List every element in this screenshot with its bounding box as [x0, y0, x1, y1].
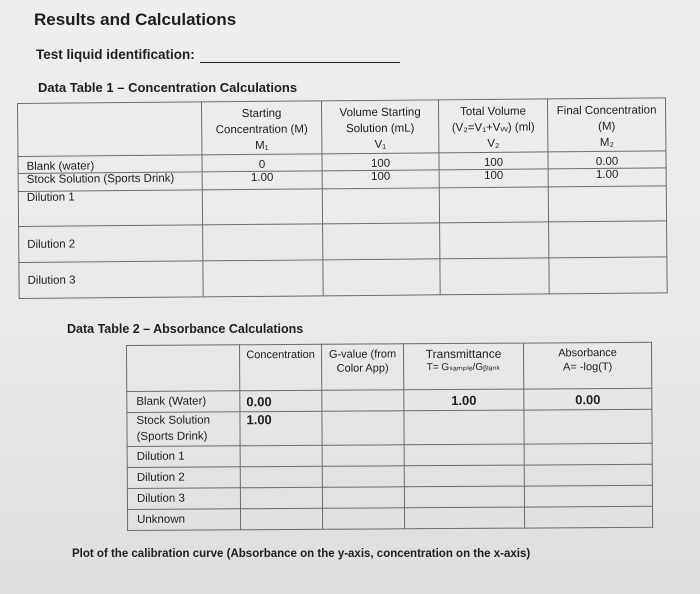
- volume-starting-cell[interactable]: [323, 259, 440, 296]
- volume-starting-cell[interactable]: 100: [322, 170, 439, 189]
- total-volume-cell[interactable]: [440, 258, 549, 295]
- concentration-cell[interactable]: [240, 445, 322, 467]
- concentration-cell[interactable]: [241, 508, 323, 530]
- absorbance-cell[interactable]: [524, 464, 652, 486]
- starting-concentration-cell[interactable]: 0: [202, 154, 322, 172]
- table1-corner-cell: [18, 102, 202, 157]
- final-concentration-cell[interactable]: 0.00: [548, 151, 666, 169]
- table2-heading: Data Table 2 – Absorbance Calculations: [67, 322, 304, 336]
- row-label: Stock Solution (Sports Drink): [127, 412, 240, 447]
- row-label: Dilution 3: [127, 488, 240, 510]
- g-value-cell[interactable]: [322, 390, 404, 412]
- table2-col-header: Absorbance A= -log(T): [523, 342, 651, 389]
- absorbance-cell[interactable]: [524, 443, 652, 465]
- starting-concentration-cell[interactable]: 1.00: [202, 171, 322, 190]
- total-volume-cell[interactable]: 100: [439, 152, 548, 170]
- transmittance-cell[interactable]: [404, 465, 524, 487]
- absorbance-cell[interactable]: [524, 485, 652, 507]
- table2-col-header: Transmittance T= Gₛₐₘₚₗₑ/Gᵦₗₐₙₖ: [403, 343, 523, 390]
- row-label: Blank (Water): [127, 391, 240, 413]
- total-volume-cell[interactable]: [439, 187, 548, 223]
- final-concentration-cell[interactable]: 1.00: [548, 168, 666, 187]
- g-value-cell[interactable]: [323, 508, 405, 530]
- starting-concentration-cell[interactable]: [202, 189, 322, 225]
- table2-col-header: Concentration: [240, 344, 322, 391]
- concentration-cell[interactable]: [240, 466, 322, 488]
- table1-heading: Data Table 1 – Concentration Calculations: [38, 80, 298, 95]
- table1-row-dilution2: [19, 221, 667, 263]
- table2-col-header: G-value (from Color App): [321, 344, 403, 391]
- test-liquid-label: Test liquid identification:: [36, 47, 195, 62]
- row-label: Dilution 2: [19, 225, 203, 263]
- test-liquid-blank-line[interactable]: [200, 62, 400, 63]
- total-volume-cell[interactable]: [440, 222, 549, 259]
- table1-col-header: Total Volume (V₂=V₁+Vᵥᵥ) (ml) V₂: [438, 99, 547, 153]
- row-label: Dilution 1: [127, 446, 240, 468]
- volume-starting-cell[interactable]: [323, 223, 440, 260]
- transmittance-cell[interactable]: 1.00: [404, 389, 524, 411]
- table1-col-header: Final Concentration (M) M₂: [547, 98, 665, 152]
- g-value-cell[interactable]: [322, 466, 404, 488]
- final-concentration-cell[interactable]: [548, 186, 666, 222]
- concentration-cell[interactable]: 1.00: [240, 411, 322, 446]
- row-label: Unknown: [128, 509, 241, 531]
- table2-header-row: [127, 342, 652, 391]
- total-volume-cell[interactable]: 100: [439, 169, 548, 188]
- table2-row-unknown: [128, 506, 653, 530]
- concentration-cell[interactable]: 0.00: [240, 390, 322, 412]
- transmittance-cell[interactable]: [404, 410, 524, 445]
- plot-caption: Plot of the calibration curve (Absorbance on the y-axis, concentration on the x-axis): [72, 548, 531, 560]
- table1-header-row: [18, 98, 666, 157]
- page-title: Results and Calculations: [34, 10, 237, 29]
- concentration-table: [17, 97, 668, 299]
- starting-concentration-cell[interactable]: [203, 260, 323, 297]
- table2-corner-cell: [127, 345, 240, 392]
- starting-concentration-cell[interactable]: [203, 224, 323, 261]
- absorbance-table: [126, 342, 653, 531]
- g-value-cell[interactable]: [322, 487, 404, 509]
- absorbance-cell[interactable]: [524, 409, 652, 444]
- transmittance-cell[interactable]: [404, 444, 524, 466]
- table1-row-dilution1: [18, 186, 666, 227]
- row-label: Blank (water): [18, 155, 202, 174]
- volume-starting-cell[interactable]: 100: [322, 153, 439, 171]
- g-value-cell[interactable]: [322, 411, 404, 446]
- concentration-cell[interactable]: [240, 487, 322, 509]
- table1-col-header: Volume Starting Solution (mL) V₁: [321, 100, 438, 154]
- transmittance-cell[interactable]: [404, 486, 524, 508]
- table1-col-header: Starting Concentration (M) M₁: [201, 101, 321, 155]
- absorbance-cell[interactable]: 0.00: [524, 388, 652, 410]
- row-label: Dilution 2: [127, 467, 240, 489]
- transmittance-cell[interactable]: [404, 507, 524, 529]
- final-concentration-cell[interactable]: [549, 221, 667, 258]
- row-label: Dilution 3: [19, 261, 203, 299]
- absorbance-cell[interactable]: [524, 506, 652, 528]
- row-label: Dilution 1: [18, 190, 202, 227]
- volume-starting-cell[interactable]: [322, 188, 439, 224]
- g-value-cell[interactable]: [322, 445, 404, 467]
- row-label: Stock Solution (Sports Drink): [18, 172, 202, 192]
- table2-row-stock: [127, 409, 652, 446]
- table1-row-dilution3: [19, 257, 667, 299]
- final-concentration-cell[interactable]: [549, 257, 667, 294]
